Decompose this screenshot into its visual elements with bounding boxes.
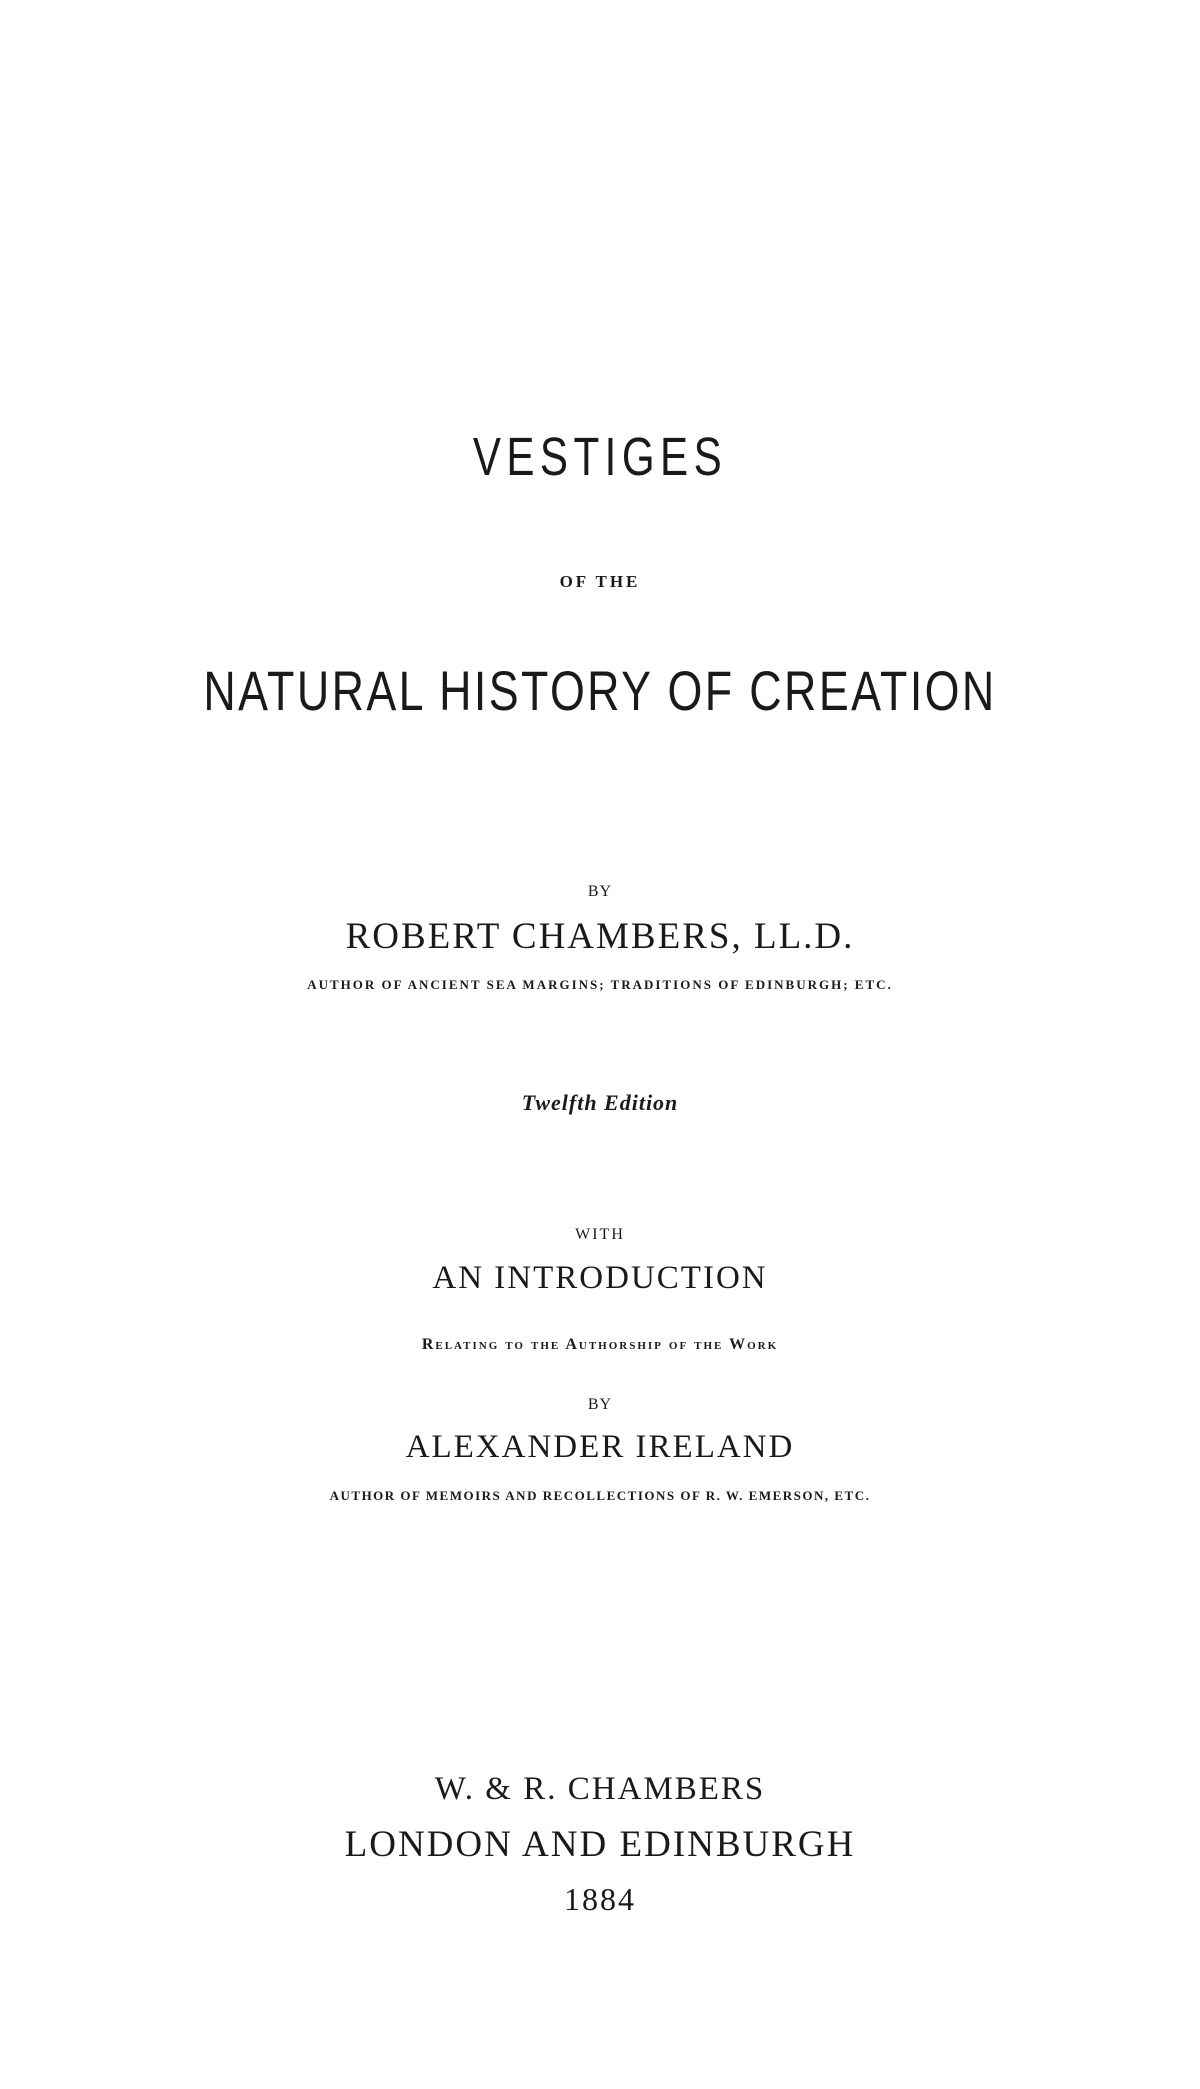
with-label: WITH [575,1226,625,1243]
author-name: ROBERT CHAMBERS, LL.D. [345,916,855,957]
author-works: AUTHOR OF ANCIENT SEA MARGINS; TRADITIONS OF EDINBURGH; ETC. [307,977,893,992]
publication-year: 1884 [564,1881,636,1917]
publication-place: LONDON AND EDINBURGH [344,1824,856,1865]
book-title-main: VESTIGES [472,427,728,487]
by-label-2: BY [587,1396,613,1413]
introduction-heading: AN INTRODUCTION [432,1260,768,1296]
book-title-sub: NATURAL HISTORY OF CREATION [203,659,997,722]
introduction-subject: Relating to the Authorship of the Work [421,1336,779,1353]
edition-label: Twelfth Edition [521,1090,679,1115]
introduction-author: ALEXANDER IRELAND [405,1429,795,1465]
by-label: BY [587,883,613,900]
introduction-author-works: AUTHOR OF MEMOIRS AND RECOLLECTIONS OF R. W. EMERSON, ETC. [329,1488,871,1503]
publisher: W. & R. CHAMBERS [434,1771,766,1807]
title-connector: OF THE [559,572,641,591]
